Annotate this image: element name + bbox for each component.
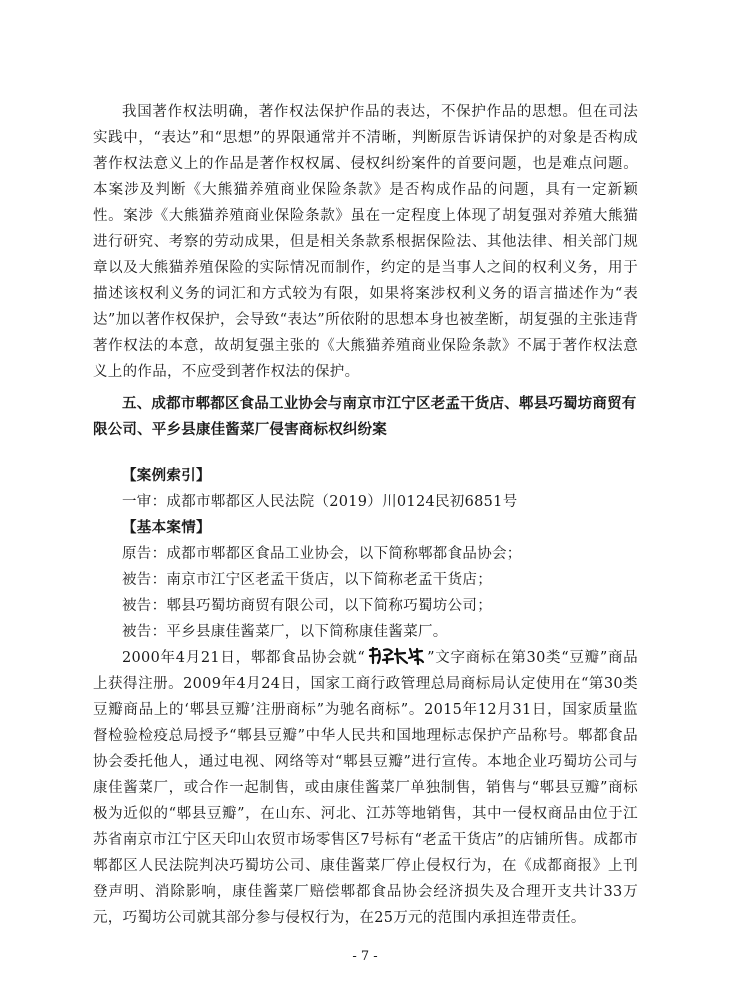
party-defendant-3: 被告：平乡县康佳酱菜厂，以下简称康佳酱菜厂。	[122, 624, 448, 640]
intro-section	[93, 99, 638, 385]
party-defendant-1: 被告：南京市江宁区老孟干货店，以下简称老孟干货店；	[122, 572, 492, 588]
basic-facts-heading: 【基本案情】	[122, 520, 211, 536]
case-index-heading: 【案例索引】	[122, 468, 211, 484]
page-number: - 7 -	[352, 949, 378, 964]
trademark-calligraphy-logo	[367, 646, 425, 666]
case-body	[93, 463, 638, 931]
intro-paragraph: 我国著作权法明确，著作权法保护作品的表达，不保护作品的思想。但在司法实践中，“表达”和“思想”的界限通常并不清晰，判断原告诉请保护的对象是否构成著作权法意义上的作品是著作权权属、侵权纠纷案件的首要问题，也是难点问题。本案涉及判断《大熊猫养殖商业保险条款》是否构成作品的问题，具有一定新颖性。案涉《大熊猫养殖商业保险条款》虽在一定程度上体现了胡复强对养殖大熊猫进行研究、考察的劳动成果，但是相关条款系根据保险法、其他法律、相关部门规章以及大熊猫养殖保险的实际情况而制作，约定的是当事人之间的权利义务，用于描述该权利义务的词汇和方式较为有限，如果将案涉权利义务的语言描述作为“表达”加以著作权保护，会导致“表达”所依附的思想本身也被垄断，胡复强的主张违背著作权法的本意，故胡复强主张的《大熊猫养殖商业保险条款》不属于著作权法意义上的作品，不应受到著作权法的保护。	[93, 104, 638, 380]
narrative-after-mark: ”文字商标在第30类“豆瓣”商品上获得注册。2009年4月24日，国家工商行政管理总局商标局认定使用在“第30类豆瓣商品上的‘郫县豆瓣’注册商标”为驰名商标”。2015年12月31日，国家质量监督检验检疫总局授予“郫县豆瓣”中华人民共和国地理标志保护产品称号。郫都食品协会委托他人，通过电视、网络等对“郫县豆瓣”进行宣传。本地企业巧蜀坊公司与康佳酱菜厂，或合作一起制售，或由康佳酱菜厂单独制售，销售与“郫县豆瓣”商标极为近似的“郫县豆瓣”，在山东、河北、江苏等地销售，其中一侵权商品由位于江苏省南京市江宁区天印山农贸市场零售区7号标有“老孟干货店”的店铺所售。成都市郫都区人民法院判决巧蜀坊公司、康佳酱菜厂停止侵权行为，在《成都商报》上刊登声明、消除影响，康佳酱菜厂赔偿郫都食品协会经济损失及合理开支共计33万元，巧蜀坊公司就其部分参与侵权行为，在25万元的范围内承担连带责任。	[93, 650, 638, 926]
first-instance-line: 一审：成都市郫都区人民法院（2019）川0124民初6851号	[122, 494, 518, 510]
case-narrative	[93, 645, 638, 931]
party-defendant-2: 被告：郫县巧蜀坊商贸有限公司，以下简称巧蜀坊公司；	[122, 598, 492, 614]
section-title: 五、成都市郫都区食品工业协会与南京市江宁区老孟干货店、郫县巧蜀坊商贸有限公司、平乡县康佳酱菜厂侵害商标权纠纷案	[93, 396, 637, 438]
party-plaintiff: 原告：成都市郫都区食品工业协会，以下简称郫都食品协会；	[122, 546, 522, 562]
narrative-before-mark: 2000年4月21日，郫都食品协会就“	[122, 650, 366, 666]
